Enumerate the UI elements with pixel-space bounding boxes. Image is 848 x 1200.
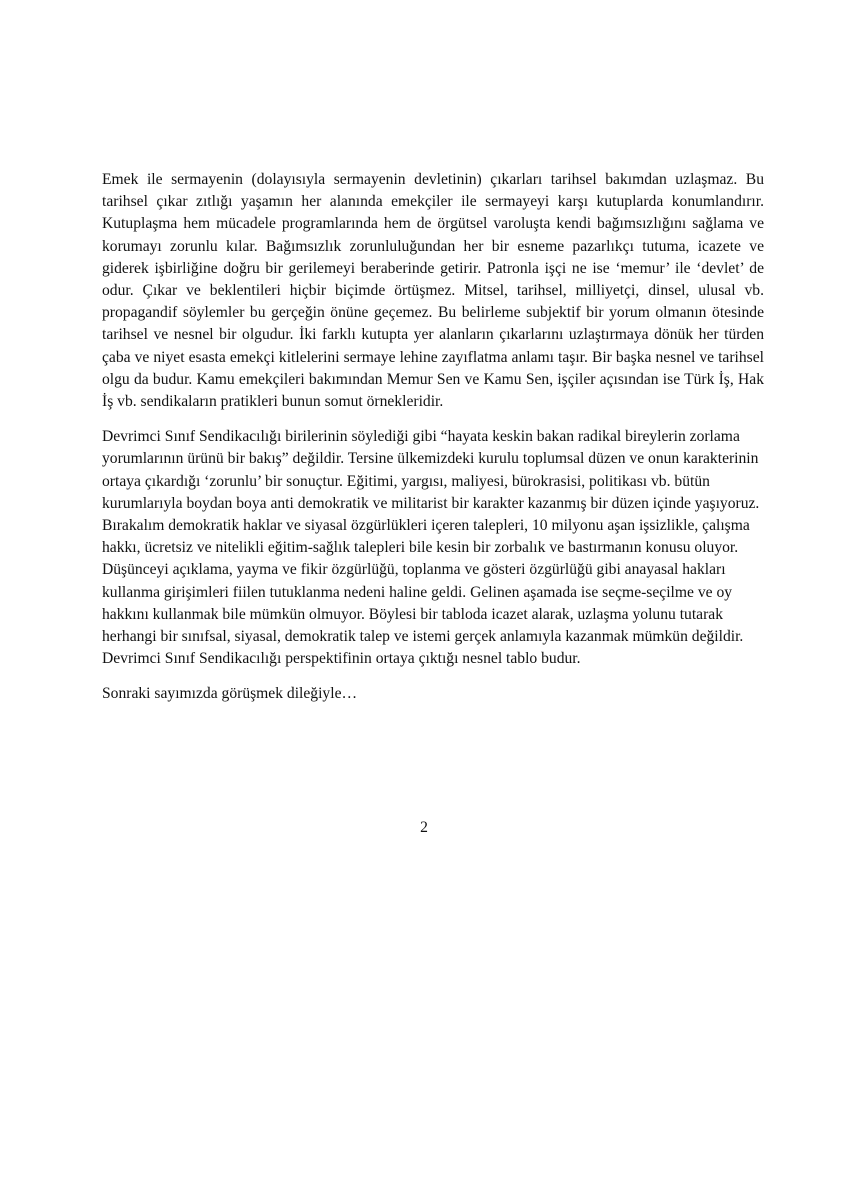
paragraph-revolutionary-unionism: Devrimci Sınıf Sendikacılığı birilerinin söylediği gibi “hayata keskin bakan radikal bireylerin zorlama yorumlarının ürünü bir bakış” değildir. Tersine ülkemizdeki kurulu toplumsal düzen ve onun karakterinin ortaya çıkardığı ‘zorunlu’ bir sonuçtur. Eğitimi, yargısı, maliyesi, bürokrasisi, politikası vb. bütün kurumlarıyla boydan boya anti demokratik ve militarist bir karakter kazanmış bir düzen içinde yaşıyoruz. Bırakalım demokratik haklar ve siyasal özgürlükleri içeren talepleri, 10 milyonu aşan işsizlikle, çalışma hakkı, ücretsiz ve nitelikli eğitim-sağlık talepleri bile kesin bir zorbalık ve bastırmanın konusu oluyor. Düşünceyi açıklama, yayma ve fikir özgürlüğü, toplanma ve gösteri özgürlüğü gibi anayasal hakları kullanma girişimleri fiilen tutuklanma nedeni haline geldi. Gelinen aşamada ise seçme-seçilme ve oy hakkını kullanmak bile mümkün olmuyor. Böylesi bir tabloda icazet alarak, uzlaşma yolunu tutarak herhangi bir sınıfsal, siyasal, demokratik talep ve istemi gerçek anlamıyla kazanmak mümkün değildir. Devrimci Sınıf Sendikacılığı perspektifinin ortaya çıktığı nesnel tablo budur. xyxy=(102,428,760,668)
page-number: 2 xyxy=(420,819,428,836)
paragraph-closing: Sonraki sayımızda görüşmek dileğiyle… xyxy=(102,685,358,703)
paragraph-labor-capital: Emek ile sermayenin (dolayısıyla sermayenin devletinin) çıkarları tarihsel bakımdan uzlaşmaz. Bu tarihsel çıkar zıtlığı yaşamın her alanında emekçiler ile sermayeyi karşı kutuplarda konumlandırır. Kutuplaşma hem mücadele programlarında hem de örgütsel varoluşta kendi bağımsızlığını sağlama ve korumayı zorunlu kılar. Bağımsızlık zorunluluğundan her bir esneme pazarlıkçı tutuma, icazete ve giderek işbirliğine doğru bir gerilemeyi beraberinde getirir. Patronla işçi ne ise ‘memur’ ile ‘devlet’ de odur. Çıkar ve beklentileri hiçbir biçimde örtüşmez. Mitsel, tarihsel, milliyetçi, dinsel, ulusal vb. propagandif söylemler bu gerçeğin önüne geçemez. Bu belirleme subjektif bir yorum olmanın ötesinde tarihsel ve nesnel bir olgudur. İki farklı kutupta yer alanların çıkarlarını uzlaştırmaya dönük her türden çaba ve niyet esasta emekçi kitlelerini sermaye lehine zayıflatma anlamı taşır. Bir başka nesnel ve tarihsel olgu da budur. Kamu emekçileri bakımından Memur Sen ve Kamu Sen, işçiler açısından ise Türk İş, Hak İş vb. sendikaların pratikleri bunun somut örnekleridir. xyxy=(102,171,764,411)
document-body xyxy=(102,169,764,706)
